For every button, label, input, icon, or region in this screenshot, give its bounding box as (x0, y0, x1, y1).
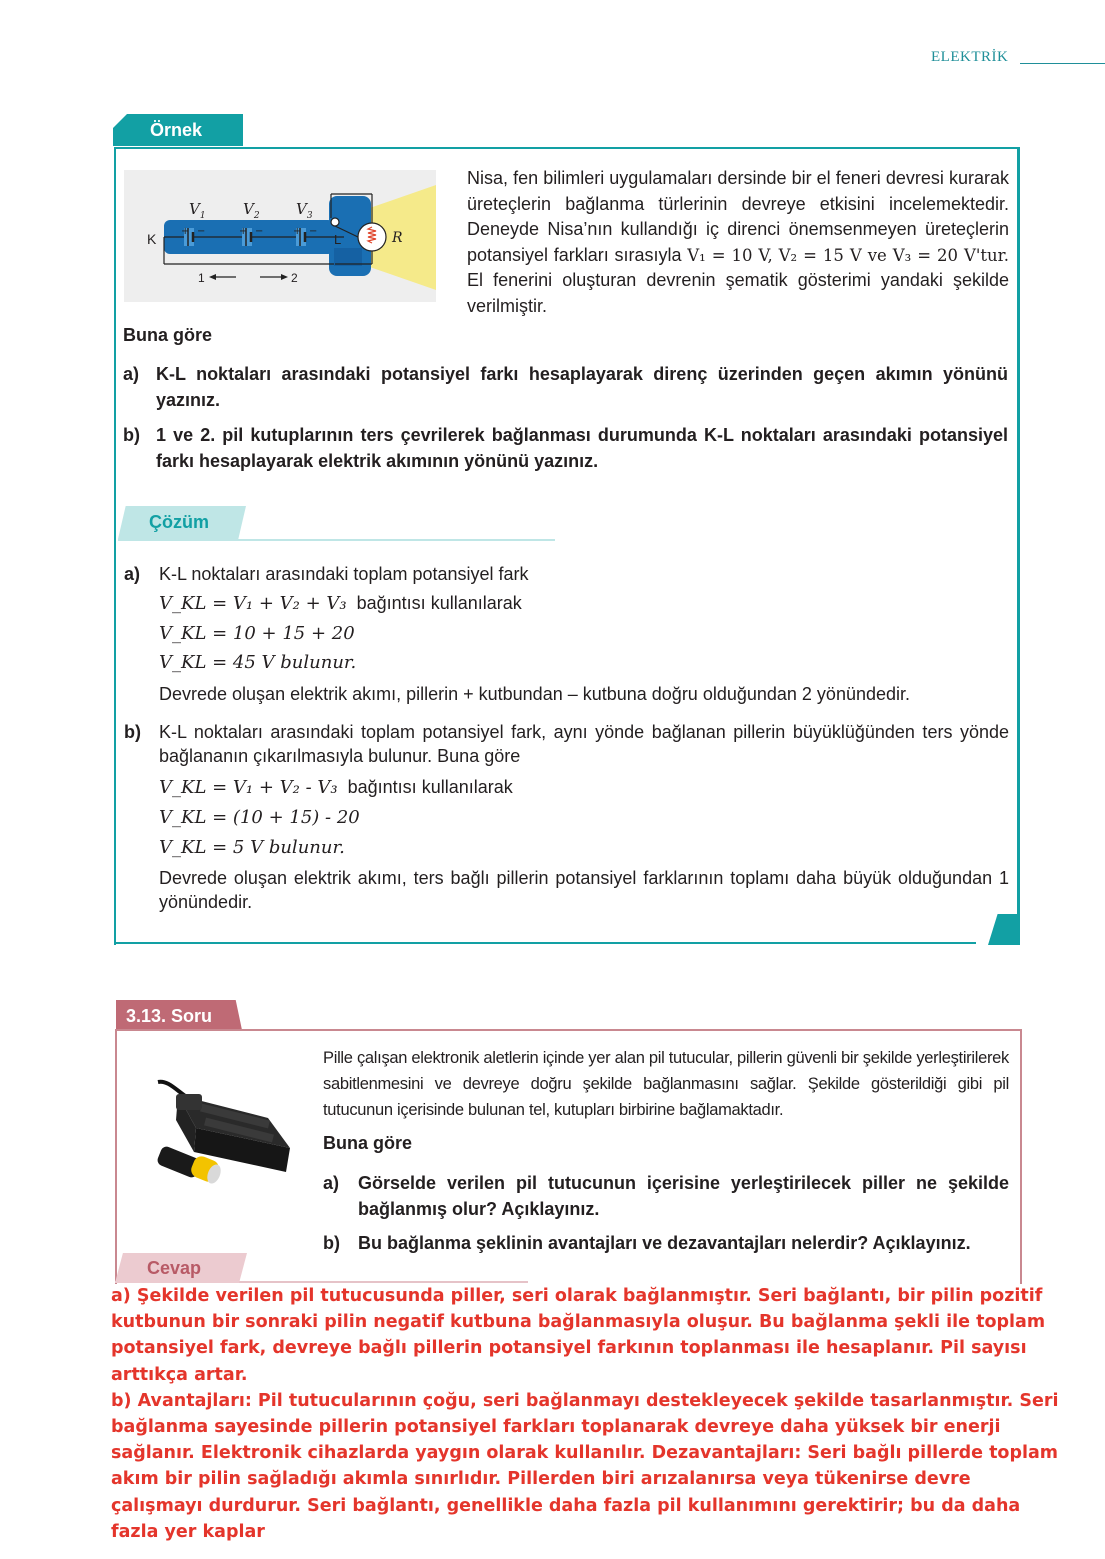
direction-1-label: 1 (198, 271, 205, 285)
question-item-a: a) Görselde verilen pil tutucunun içerisine yerleştirilecek piller ne şekilde bağlanmış olur? Açıklayınız. (323, 1173, 1009, 1219)
question-item-b: b) Bu bağlanma şeklinin avantajları ve dezavantajları nelerdir? Açıklayınız. (323, 1233, 971, 1253)
answer-text (111, 1283, 1061, 1545)
label-v2: $V_2$ (243, 200, 260, 221)
direction-2-label: 2 (291, 271, 298, 285)
solution-a-label: a) (124, 564, 141, 584)
running-head: ELEKTRİK (931, 49, 1009, 65)
svg-text:+: + (181, 226, 190, 237)
header-rule (1020, 63, 1105, 64)
solution-a-eq1: V_KL = V₁ + V₂ + V₃ bağıntısı kullanılarak (159, 593, 522, 614)
example-lead: Buna göre (123, 325, 213, 345)
svg-text:+: + (239, 226, 248, 237)
flashlight-circuit-diagram (124, 170, 436, 302)
question-lead: Buna göre (323, 1133, 413, 1153)
solution-b-eq3: V_KL = 5 V bulunur. (159, 837, 345, 858)
example-question-a: a) K-L noktaları arasındaki potansiyel farkı hesaplayarak direnç üzerinden geçen akımın yönünü yazınız. (123, 364, 1008, 410)
svg-text:+: + (293, 226, 302, 237)
answer-tab-label: Cevap (147, 1258, 202, 1278)
solution-b-eq2: V_KL = (10 + 15) - 20 (159, 807, 360, 828)
flashlight-circuit-figure (124, 170, 436, 302)
battery-holder-photo (148, 1060, 298, 1190)
example-box-bottom-edge (114, 942, 976, 944)
solution-b-eq1: V_KL = V₁ + V₂ - V₃ bağıntısı kullanılarak (159, 777, 513, 798)
question-tab-label: 3.13. Soru (126, 1006, 213, 1026)
label-v3: $V_3$ (296, 200, 313, 221)
solution-a-line1: K-L noktaları arasındaki toplam potansiyel fark (159, 564, 529, 584)
example-intro (467, 166, 1009, 319)
svg-text:−: − (309, 226, 318, 237)
svg-text:−: − (255, 226, 264, 237)
question-text: Pille çalışan elektronik aletlerin içinde yer alan pil tutucular, pillerin güvenli bir şekilde yerleştirilerek sabitlenmesini ve devreye doğru şekilde bağlanmasını sağlar. Şekilde gösterildiği gibi pil tutucunun içerisinde bulunan tel, kutupları birbirine bağlamaktadır. (323, 1049, 1010, 1119)
label-v1: $V_1$ (189, 200, 206, 221)
answer-b: b) Avantajları: Pil tutucularının çoğu, seri bağlanmayı destekleyecek şekilde tasarlanmıştır. Seri bağlanma sayesinde pillerin potansiyel farkları toplanarak devreye daha yüksek bir enerji sağlanır. Elektronik cihazlarda yaygın olarak kullanılır. Dezavantajları: Seri bağlı pillerde toplam akım bir pilin sağladığı akımla sınırlıdır. Pillerden biri arızalanırsa veya tükenirse devre çalışmayı durdurur. Seri bağlantı, genellikle daha fazla pil kullanımını gerektirir; bu da daha fazla yer kaplar (111, 1390, 1059, 1542)
solution-b-label: b) (124, 722, 141, 742)
solution-b-line2: Devrede oluşan elektrik akımı, ters bağlı pillerin potansiyel farklarının toplamı daha büyük olduğundan 1 yönündedir. (159, 868, 1009, 912)
solution-a-eq2: V_KL = 10 + 15 + 20 (159, 623, 355, 644)
intro-text-2: El fenerini oluşturan devrenin şematik gösterimi yandaki şekilde verilmiştir. (467, 270, 1009, 316)
solution-a-eq3: V_KL = 45 V bulunur. (159, 652, 357, 673)
example-question-b: b) 1 ve 2. pil kutuplarının ters çevrilerek bağlanması durumunda K-L noktaları arasındaki potansiyel farkı hesaplayarak elektrik akımının yönünü yazınız. (123, 425, 1008, 471)
label-k: K (147, 231, 157, 247)
solution-tab-label: Çözüm (149, 512, 209, 532)
example-tab-label: Örnek (150, 120, 203, 140)
label-l: L (334, 232, 342, 247)
intro-text-1: Nisa, fen bilimleri uygulamaları dersinde bir el feneri devresi kurarak üreteçlerin bağlanma türlerinin devreye etkisini incelemektedir. Deneyde Nisa’nın kullandığı iç direnci önemsenmeyen üreteçlerin potansiyel farkları sırasıyla (467, 168, 1009, 265)
svg-text:−: − (197, 226, 206, 237)
answer-a: a) Şekilde verilen pil tutucusunda piller, seri olarak bağlanmıştır. Seri bağlantı, bir pilin pozitif kutbunun bir sonraki pilin negatif kutbuna bağlanmasıyla oluşur. Bu bağlanma şekli ile toplam potansiyel fark, devreye bağlı pillerin potansiyel farkının toplanması ile hesaplanır. Pil sayısı arttıkça artar. (111, 1286, 1046, 1385)
solution-rule (118, 539, 555, 541)
intro-math: V₁ = 10 V, V₂ = 15 V ve V₃ = 20 V'tur. (687, 245, 1009, 265)
solution-a-line2: Devrede oluşan elektrik akımı, pillerin + kutbundan – kutbuna doğru olduğundan 2 yönündedir. (159, 684, 911, 704)
solution-b-line1: K-L noktaları arasındaki toplam potansiyel fark, aynı yönde bağlanan pillerin büyüklüğünden ters yönde bağlananın çıkarılmasıyla bulunur. Buna göre (159, 722, 1009, 766)
label-r: R (392, 230, 403, 246)
example-box-right-edge (1017, 147, 1020, 945)
